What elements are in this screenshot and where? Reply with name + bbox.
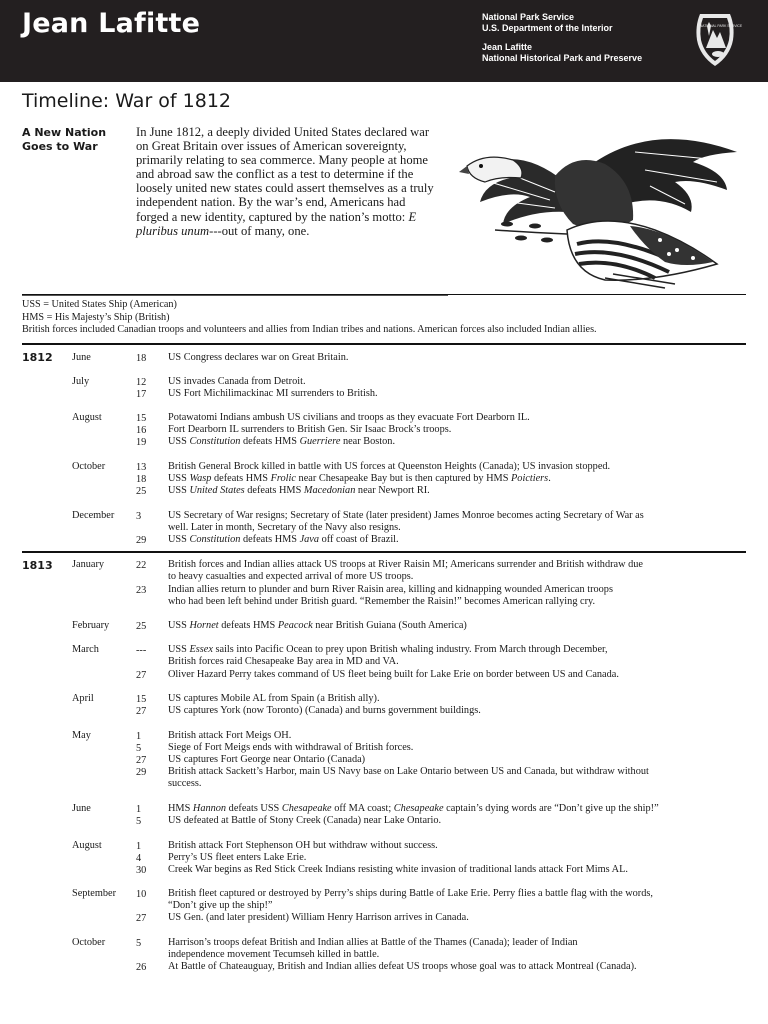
event-description: Perry’s US fleet enters Lake Erie. — [168, 852, 307, 863]
event-day: 29 — [136, 535, 147, 546]
event-day: 15 — [136, 413, 147, 424]
event-month: January — [72, 559, 105, 570]
event-day: 23 — [136, 585, 147, 596]
event-day: 27 — [136, 670, 147, 681]
event-month: July — [72, 376, 90, 387]
event-description: Fort Dearborn IL surrenders to British Gen. Sir Isaac Brock’s troops. — [168, 424, 452, 435]
intro-text: In June 1812, a deeply divided United States declared war on Great Britain over issues of American sovereignty, primarily relating to sea commerce. Many people at home and abroad saw the conflict as a test to determine if the loosely united new states could assert themselves as a truly independent nation. By the war’s end, Americans had forged a new identity, captured by the nation’s motto: — [136, 125, 434, 224]
event-day: 5 — [136, 816, 142, 827]
event-day: 1 — [136, 804, 142, 815]
agency-block — [482, 12, 642, 63]
event-month: February — [72, 620, 110, 631]
event-description: At Battle of Chateauguay, British and Indian allies defeat US troops whose goal was to attack Montreal (Canada). — [168, 961, 637, 972]
event-day: 27 — [136, 706, 147, 717]
header-band — [0, 0, 768, 82]
event-description: US captures Fort George near Ontario (Canada) — [168, 754, 366, 765]
event-month: October — [72, 461, 106, 472]
event-day: 25 — [136, 621, 147, 632]
event-description: US invades Canada from Detroit. — [168, 376, 306, 387]
event-description: USS Constitution defeats HMS Guerriere near Boston. — [168, 436, 396, 447]
event-month: June — [72, 803, 91, 814]
intro-paragraph — [136, 125, 436, 238]
event-day: 5 — [136, 743, 142, 754]
event-day: 10 — [136, 889, 147, 900]
event-day: 25 — [136, 486, 147, 497]
legend-line: USS = United States Ship (American) — [22, 299, 177, 310]
motto: E pluribus unum — [136, 209, 417, 238]
event-description: HMS Hannon defeats USS Chesapeake off MA coast; Chesapeake captain’s dying words are “Don’t give up the ship!” — [168, 803, 659, 814]
event-description: US Secretary of War resigns; Secretary of State (later president) James Monroe becomes acting Secretary of War as well. Later in month, Secretary of the Navy also resigns. — [168, 510, 644, 534]
event-day: 3 — [136, 511, 142, 522]
section-heading: A New Nation Goes to War — [22, 126, 107, 153]
event-day: 18 — [136, 474, 147, 485]
event-description: US Fort Michilimackinac MI surrenders to British. — [168, 388, 378, 399]
event-month: August — [72, 840, 102, 851]
year-divider — [22, 343, 746, 345]
logo-text: NATIONAL PARK SERVICE — [699, 24, 743, 28]
event-day: 5 — [136, 938, 142, 949]
event-description: USS United States defeats HMS Macedonian near Newport RI. — [168, 485, 430, 496]
event-day: 19 — [136, 437, 147, 448]
event-description: US defeated at Battle of Stony Creek (Canada) near Lake Ontario. — [168, 815, 442, 826]
intro-text-end: ---out of many, one. — [209, 223, 310, 238]
event-description: USS Wasp defeats HMS Frolic near Chesapeake Bay but is then captured by HMS Poictiers. — [168, 473, 551, 484]
year-divider — [22, 551, 746, 553]
event-description: British fleet captured or destroyed by Perry’s ships during Battle of Lake Erie. Perry flies a battle flag with the words, “Don’t give up the ship!” — [168, 888, 653, 912]
event-month: April — [72, 693, 94, 704]
event-description: US captures Mobile AL from Spain (a British ally). — [168, 693, 380, 704]
event-day: 22 — [136, 560, 147, 571]
event-day: 30 — [136, 865, 147, 876]
event-month: September — [72, 888, 117, 899]
agency-line: National Park Service — [482, 12, 575, 22]
event-description: Potawatomi Indians ambush US civilians and troops as they evacuate Fort Dearborn IL. — [168, 412, 530, 423]
legend-line: HMS = His Majesty’s Ship (British) — [22, 311, 170, 323]
year-label: 1812 — [22, 351, 53, 364]
legend — [22, 299, 597, 337]
event-day: 27 — [136, 913, 147, 924]
eagle-shield-icon — [455, 112, 745, 290]
year-label: 1813 — [22, 559, 53, 572]
event-description: US Congress declares war on Great Britain. — [168, 352, 349, 363]
event-day: --- — [136, 645, 147, 656]
event-description: Indian allies return to plunder and burn River Raisin area, killing and kidnapping wounded American troops who had been left behind under British guard. “Remember the Raisin!” becomes American rallying cry. — [168, 584, 613, 608]
event-description: Harrison’s troops defeat British and Indian allies at Battle of the Thames (Canada); leader of Indian independence movement Tecumseh killed in battle. — [168, 937, 578, 961]
event-description: British forces and Indian allies attack US troops at River Raisin MI; Americans surrender and British withdraw due to heavy casualties and expected arrival of more US troops. — [168, 559, 643, 583]
event-day: 26 — [136, 962, 147, 973]
event-day: 15 — [136, 694, 147, 705]
event-description: British attack Fort Meigs OH. — [168, 730, 292, 741]
event-month: June — [72, 352, 91, 363]
page-title: Timeline: War of 1812 — [22, 90, 231, 112]
event-description: British attack Fort Stephenson OH but withdraw without success. — [168, 840, 438, 851]
event-day: 27 — [136, 755, 147, 766]
legend-line: British forces included Canadian troops and volunteers and allies from Indian tribes and nations. American forces also included Indian allies. — [22, 324, 597, 335]
event-day: 13 — [136, 462, 147, 473]
event-description: Creek War begins as Red Stick Creek Indians resisting white invasion of traditional lands attack Fort Mims AL. — [168, 864, 628, 875]
event-description: Siege of Fort Meigs ends with withdrawal of British forces. — [168, 742, 414, 753]
nps-arrowhead-icon — [694, 12, 743, 68]
event-description: British attack Sackett’s Harbor, main US Navy base on Lake Ontario between US and Canada, but withdraw without success. — [168, 766, 649, 790]
event-day: 18 — [136, 353, 147, 364]
event-description: British General Brock killed in battle with US forces at Queenston Heights (Canada); US invasion stopped. — [168, 461, 611, 472]
event-description: Oliver Hazard Perry takes command of US fleet being built for Lake Erie on border between US and Canada. — [168, 669, 619, 680]
event-month: May — [72, 730, 91, 741]
event-month: March — [72, 644, 99, 655]
event-day: 29 — [136, 767, 147, 778]
event-description: USS Constitution defeats HMS Java off coast of Brazil. — [168, 534, 399, 545]
event-day: 12 — [136, 377, 147, 388]
event-day: 17 — [136, 389, 147, 400]
event-day: 16 — [136, 425, 147, 436]
intro-divider — [22, 295, 448, 296]
event-day: 4 — [136, 853, 142, 864]
event-month: August — [72, 412, 102, 423]
park-line: National Historical Park and Preserve — [482, 52, 643, 63]
park-title: Jean Lafitte — [22, 8, 201, 39]
event-description: USS Essex sails into Pacific Ocean to prey upon British whaling industry. From March through December, British forces raid Chesapeake Bay area in MD and VA. — [168, 644, 608, 668]
agency-line: U.S. Department of the Interior — [482, 22, 613, 33]
event-day: 1 — [136, 731, 142, 742]
event-day: 1 — [136, 841, 142, 852]
event-description: USS Hornet defeats HMS Peacock near British Guiana (South America) — [168, 620, 467, 631]
event-month: October — [72, 937, 106, 948]
legend-divider — [22, 294, 746, 295]
event-description: US captures York (now Toronto) (Canada) and burns government buildings. — [168, 705, 481, 716]
park-line: Jean Lafitte — [482, 42, 533, 52]
event-month: December — [72, 510, 115, 521]
event-description: US Gen. (and later president) William Henry Harrison arrives in Canada. — [168, 912, 469, 923]
